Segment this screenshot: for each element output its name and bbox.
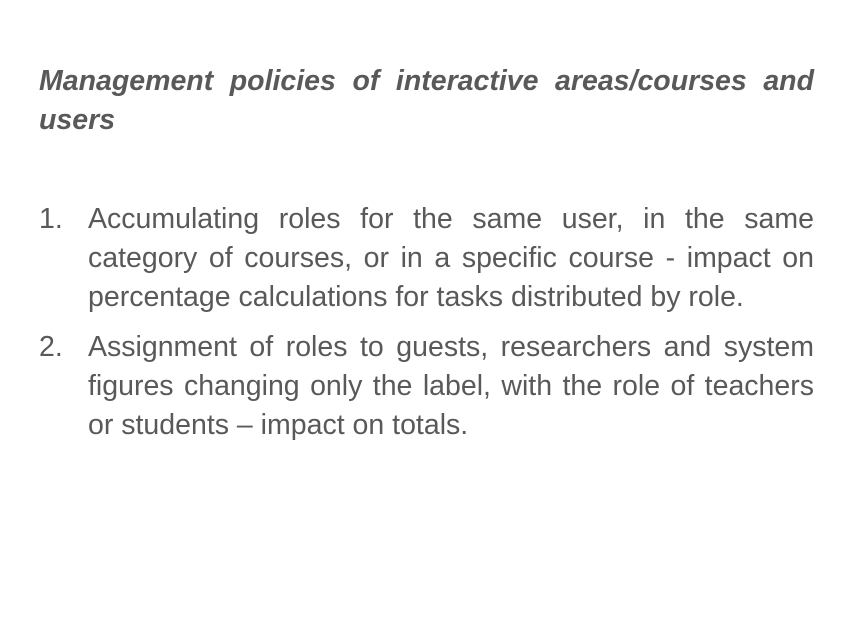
list-item-number: 2. bbox=[39, 331, 63, 363]
policy-list bbox=[39, 200, 814, 445]
list-item bbox=[39, 200, 814, 317]
list-item bbox=[39, 328, 814, 445]
slide-title: Management policies of interactive areas/courses and users bbox=[39, 65, 814, 136]
list-item-number: 1. bbox=[39, 203, 63, 235]
list-item-text: Assignment of roles to guests, researchers and system figures changing only the label, with the role of teachers or students – impact on totals. bbox=[88, 331, 814, 441]
slide-content bbox=[39, 62, 814, 456]
list-item-text: Accumulating roles for the same user, in the same category of courses, or in a specific course - impact on percentage calculations for tasks distributed by role. bbox=[88, 203, 814, 313]
